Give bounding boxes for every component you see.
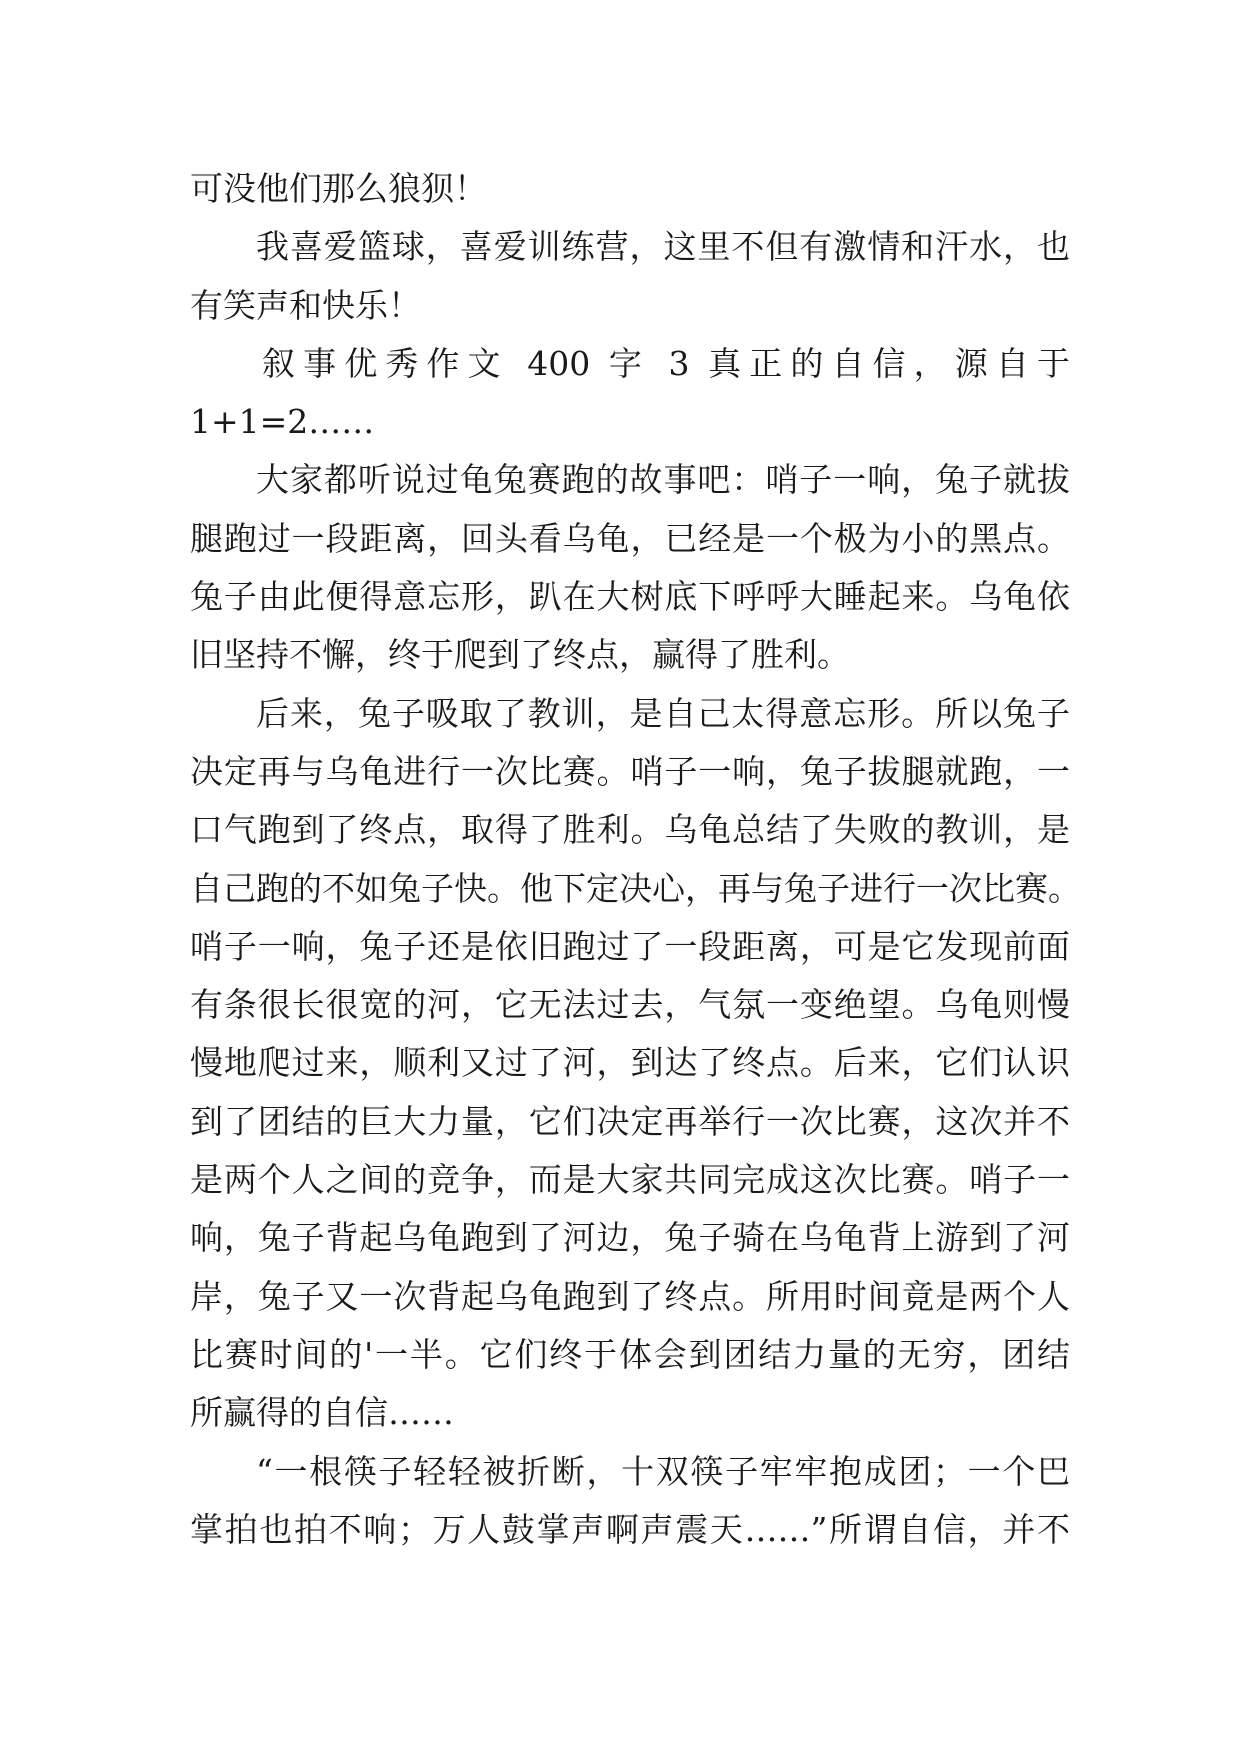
text-line: 兔子由此便得意忘形，趴在大树底下呼呼大睡起来。乌龟依	[190, 577, 1070, 617]
text-line: 慢地爬过来，顺利又过了河，到达了终点。后来，它们认识	[190, 1043, 1070, 1083]
essay-title-line: 叙事优秀作文 400 字 3 真正的自信，源自于	[262, 343, 1070, 383]
text-line: 所赢得的自信……	[190, 1393, 454, 1433]
text-line: 岸，兔子又一次背起乌龟跑到了终点。所用时间竟是两个人	[190, 1276, 1070, 1316]
text-line: 是两个人之间的竞争，而是大家共同完成这次比赛。哨子一	[190, 1160, 1070, 1200]
text-line: 到了团结的巨大力量，它们决定再举行一次比赛，这次并不	[190, 1101, 1070, 1141]
text-line: 1+1=2……	[190, 402, 375, 442]
text-line: 有条很长很宽的河，它无法过去，气氛一变绝望。乌龟则慢	[190, 985, 1070, 1025]
text-line: 掌拍也拍不响；万人鼓掌声啊声震天……”所谓自信，并不	[190, 1509, 1070, 1549]
text-line: “一根筷子轻轻被折断，十双筷子牢牢抱成团；一个巴	[256, 1451, 1070, 1491]
text-line: 有笑声和快乐！	[190, 285, 421, 325]
text-line: 比赛时间的'一半。它们终于体会到团结力量的无穷，团结	[190, 1334, 1070, 1374]
essay-body	[190, 160, 1081, 1559]
text-line: 可没他们那么狼狈！	[190, 169, 487, 208]
text-line: 后来，兔子吸取了教训，是自己太得意忘形。所以兔子	[256, 693, 1070, 733]
text-line: 大家都听说过龟兔赛跑的故事吧：哨子一响，兔子就拔	[256, 460, 1070, 500]
text-line: 旧坚持不懈，终于爬到了终点，赢得了胜利。	[190, 635, 850, 675]
text-line: 口气跑到了终点，取得了胜利。乌龟总结了失败的教训，是	[190, 810, 1070, 850]
text-line: 响，兔子背起乌龟跑到了河边，兔子骑在乌龟背上游到了河	[190, 1218, 1070, 1258]
text-line: 自己跑的不如兔子快。他下定决心，再与兔子进行一次比赛。	[190, 868, 1081, 908]
text-line: 腿跑过一段距离，回头看乌龟，已经是一个极为小的黑点。	[190, 518, 1070, 558]
text-line: 我喜爱篮球，喜爱训练营，这里不但有激情和汗水，也	[256, 227, 1070, 267]
text-line: 哨子一响，兔子还是依旧跑过了一段距离，可是它发现前面	[190, 926, 1070, 966]
text-line: 决定再与乌龟进行一次比赛。哨子一响，兔子拔腿就跑，一	[190, 751, 1070, 791]
